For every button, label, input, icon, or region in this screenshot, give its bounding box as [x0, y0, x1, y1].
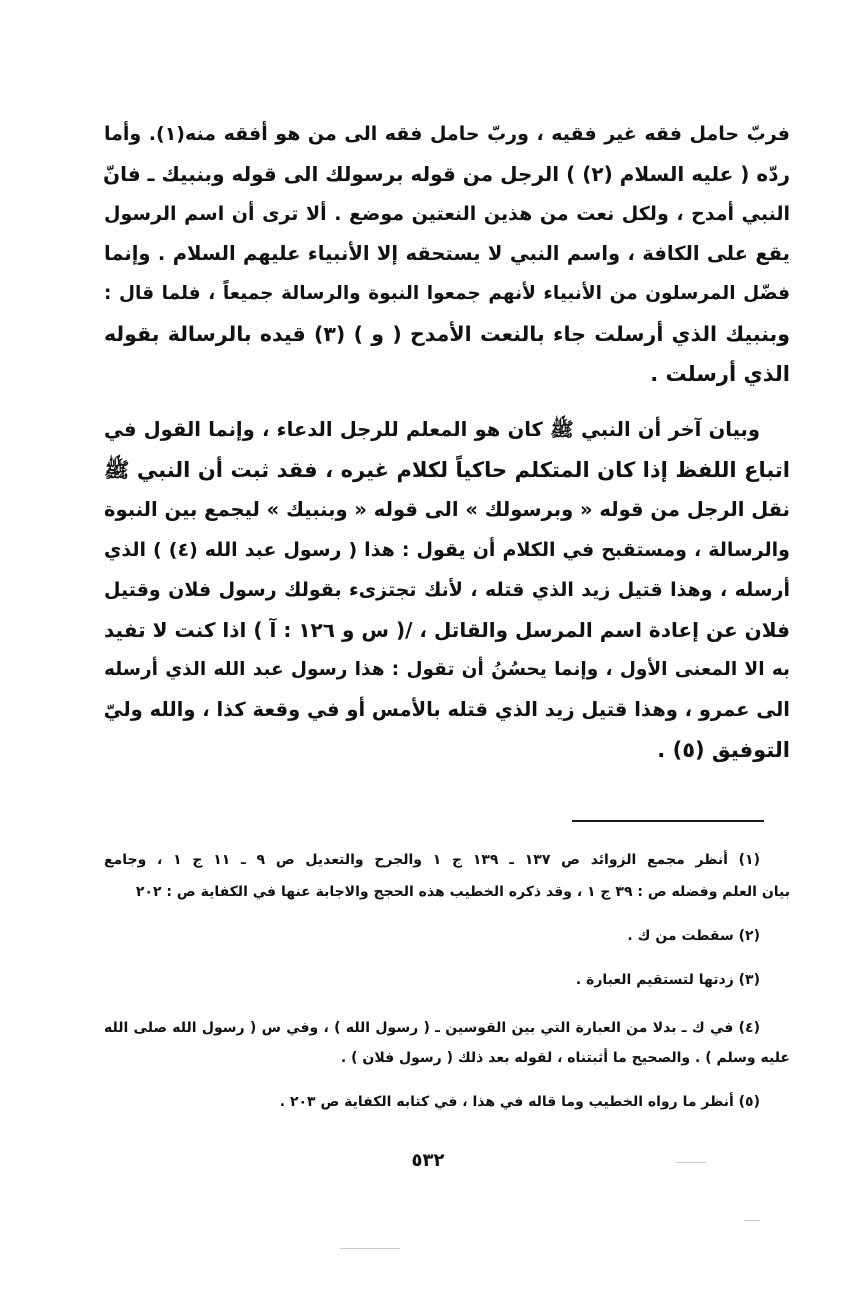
- footnote-2: (٢) سقطت من ك .: [627, 928, 760, 944]
- text-line: فضّل المرسلون من الأنبياء لأنهم جمعوا النبوة والرسالة جميعاً ، فلما قال :: [104, 283, 790, 304]
- footnote-5: (٥) أنظر ما رواه الخطيب وما قاله في هذا ، في كتابه الكفاية ص ٢٠٣ .: [279, 1094, 760, 1110]
- text-line: الذي أرسلت .: [650, 362, 790, 386]
- footnote-4: (٤) في ك ـ بدلا من العبارة التي بين القوسين ـ ( رسول الله ) ، وفي س ( رسول الله صلى الله: [104, 1020, 760, 1036]
- text-line: التوفيق (٥) .: [657, 738, 790, 762]
- scan-speck: [676, 1162, 706, 1163]
- text-line: الى عمرو ، وهذا قتيل زيد الذي قتله بالأمس أو في وقعة كذا ، والله وليّ: [103, 698, 790, 721]
- text-line: فربّ حامل فقه غير فقيه ، وربّ حامل فقه الى من هو أفقه منه(١). وأما: [104, 123, 790, 145]
- text-line: النبي أمدح ، ولكل نعت من هذين النعتين موضع . ألا ترى أن اسم الرسول: [104, 203, 790, 225]
- text-line: وبيان آخر أن النبي ﷺ كان هو المعلم للرجل الدعاء ، وإنما القول في: [104, 418, 760, 441]
- scan-speck: [744, 1220, 760, 1221]
- footnote-separator: [572, 820, 764, 822]
- text-line: يقع على الكافة ، واسم النبي لا يستحقه إلا الأنبياء عليهم السلام . وإنما: [104, 242, 790, 265]
- text-line: اتباع اللفظ إذا كان المتكلم حاكياً لكلام غيره ، فقد ثبت أن النبي ﷺ: [104, 458, 790, 482]
- page-number: ٥٣٢: [411, 1150, 445, 1171]
- text-line: به الا المعنى الأول ، وإنما يحسُنُ أن تقول : هذا رسول عبد الله الذي أرسله: [104, 659, 790, 680]
- footnote-4-continuation: عليه وسلم ) . والصحيح ما أثبتناه ، لقوله بعد ذلك ( رسول فلان ) .: [340, 1050, 790, 1066]
- footnote-1-continuation: بيان العلم وفضله ص : ٣٩ ج ١ ، وقد ذكره الخطيب هذه الحجج والاجابة عنها في الكفاية ص : ٢٠٢: [135, 884, 790, 900]
- text-line: أرسله ، وهذا قتيل زيد الذي قتله ، لأنك تجتزىء بقولك رسول فلان وقتيل: [104, 579, 790, 601]
- text-line: ردّه ( عليه السلام (٢) ) الرجل من قوله برسولك الى قوله وبنبيك ـ فانّ: [103, 162, 790, 186]
- text-line: فلان عن إعادة اسم المرسل والقاتل ، /( س و ١٢٦ : آ ) اذا كنت لا تفيد: [104, 618, 790, 642]
- footnote-3: (٣) زدتها لتستقيم العبارة .: [575, 972, 760, 988]
- text-line: نقل الرجل من قوله « وبرسولك » الى قوله « وبنبيك » ليجمع بين النبوة: [104, 498, 790, 521]
- text-line: وبنبيك الذي أرسلت جاء بالنعت الأمدح ( و ) (٣) قيده بالرسالة بقوله: [104, 322, 790, 346]
- text-line: والرسالة ، ومستقبح في الكلام أن يقول : هذا ( رسول عبد الله (٤) ) الذي: [104, 539, 790, 561]
- footnote-1: (١) أنظر مجمع الزوائد ص ١٣٧ ـ ١٣٩ ج ١ والجرح والتعديل ص ٩ ـ ١١ ج ١ ، وجامع: [104, 852, 760, 868]
- scan-speck: [340, 1248, 400, 1249]
